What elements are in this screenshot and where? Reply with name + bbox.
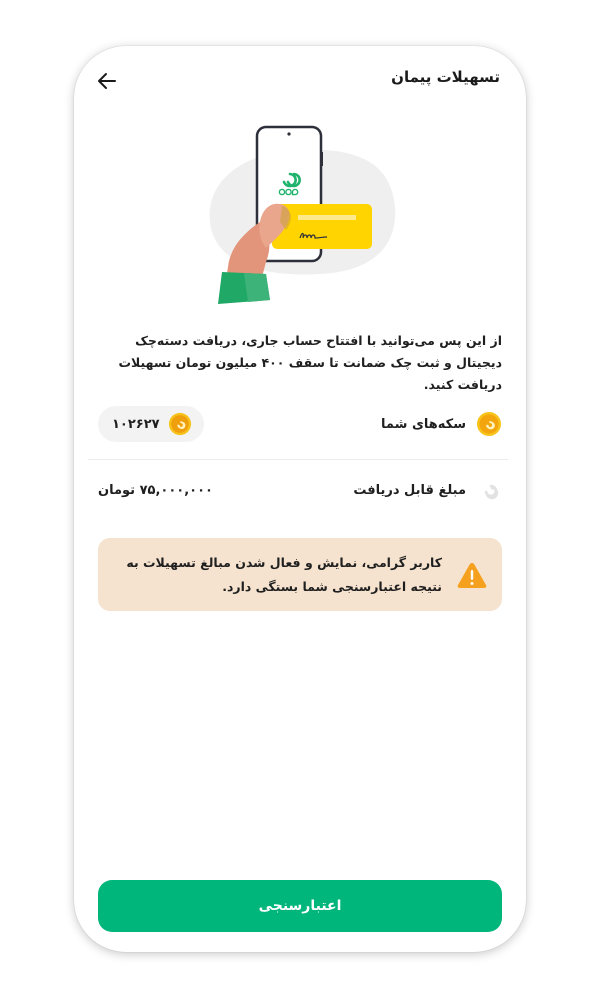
notice-text: کاربر گرامی، نمایش و فعال شدن مبالغ تسهیلات به نتیجه اعتبارسنجی شما بستگی دارد. bbox=[126, 554, 442, 594]
hero-illustration bbox=[200, 122, 400, 307]
page-title: تسهیلات پیمان bbox=[391, 68, 500, 86]
back-button[interactable] bbox=[94, 68, 120, 94]
coins-badge bbox=[98, 406, 204, 442]
amount-label: مبلغ قابل دریافت bbox=[353, 482, 466, 498]
warning-icon bbox=[456, 560, 488, 590]
header bbox=[74, 46, 526, 116]
coins-value: ۱۰۲۶۲۷ bbox=[112, 416, 160, 432]
coin-icon bbox=[476, 411, 502, 437]
amount-value: ۷۵,۰۰۰,۰۰۰ تومان bbox=[98, 482, 213, 498]
coins-row bbox=[98, 404, 502, 444]
divider bbox=[88, 459, 508, 460]
coins-label: سکه‌های شما bbox=[381, 416, 466, 432]
notice-box bbox=[98, 538, 502, 611]
description-text: از این پس می‌توانید با افتتاح حساب جاری، دریافت دسته‌چک دیجیتال و ثبت چک ضمانت تا سقف ۴۰۰ میلیون تومان تسهیلات دریافت کنید. bbox=[118, 333, 502, 392]
coin-icon bbox=[168, 412, 192, 436]
phone-frame bbox=[74, 46, 526, 952]
credit-check-button[interactable]: اعتبارسنجی bbox=[98, 880, 502, 932]
link-icon bbox=[476, 477, 502, 503]
amount-row bbox=[98, 470, 502, 510]
arrow-left-icon bbox=[97, 72, 117, 90]
